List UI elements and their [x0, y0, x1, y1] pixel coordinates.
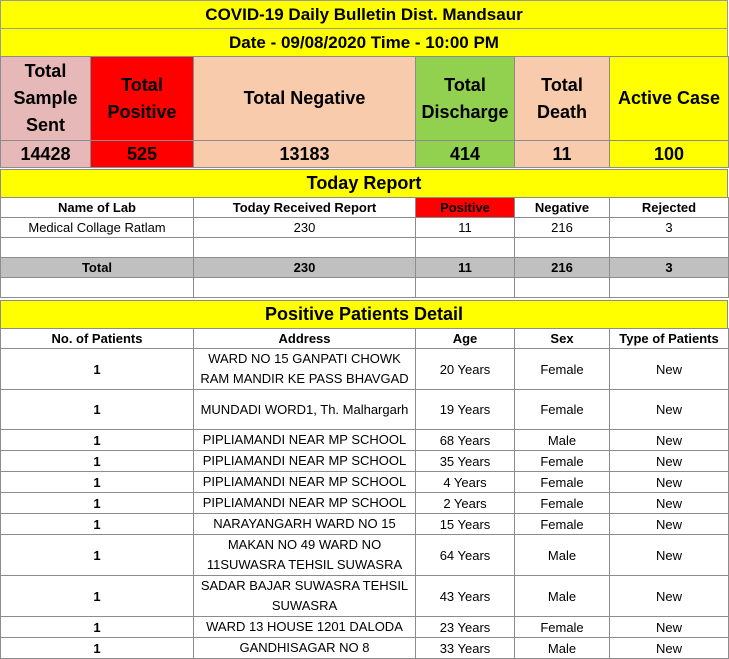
patients-header-no-of-patients: No. of Patients: [1, 329, 194, 349]
patient-count: 1: [1, 535, 194, 576]
empty-cell: [1, 278, 194, 298]
summary-table: [0, 56, 729, 168]
patient-address: WARD NO 15 GANPATI CHOWK RAM MANDIR KE PASS BHAVGAD: [194, 349, 416, 390]
empty-row: [1, 278, 729, 298]
patient-address: WARD 13 HOUSE 1201 DALODA: [194, 617, 416, 638]
patient-type: New: [610, 617, 729, 638]
positive-detail-title: Positive Patients Detail: [1, 301, 728, 329]
patient-count: 1: [1, 349, 194, 390]
patient-age: 43 Years: [416, 576, 515, 617]
summary-label-total-positive: Total Positive: [91, 57, 194, 141]
summary-value-total-sample-sent: 14428: [1, 141, 91, 168]
table-row: [1, 535, 729, 576]
summary-value-total-discharge: 414: [416, 141, 515, 168]
today-total-row: [1, 258, 729, 278]
today-header-today-received-report: Today Received Report: [194, 198, 416, 218]
patient-sex: Female: [515, 617, 610, 638]
table-row: [1, 390, 729, 430]
today-report-header-row: [1, 198, 729, 218]
patient-sex: Male: [515, 576, 610, 617]
positive-patients-table: [0, 328, 729, 659]
patient-age: 15 Years: [416, 514, 515, 535]
today-header-positive: Positive: [416, 198, 515, 218]
empty-cell: [416, 238, 515, 258]
patient-type: New: [610, 535, 729, 576]
patient-sex: Female: [515, 451, 610, 472]
patient-age: 23 Years: [416, 617, 515, 638]
bulletin-header: [0, 0, 728, 57]
empty-cell: [1, 238, 194, 258]
patient-count: 1: [1, 451, 194, 472]
patient-sex: Male: [515, 638, 610, 659]
patient-type: New: [610, 430, 729, 451]
positive-detail-title-bar: [0, 300, 728, 329]
patient-age: 33 Years: [416, 638, 515, 659]
patient-sex: Male: [515, 430, 610, 451]
patient-age: 35 Years: [416, 451, 515, 472]
summary-value-active-case: 100: [610, 141, 729, 168]
table-row: [1, 218, 729, 238]
patient-count: 1: [1, 576, 194, 617]
patient-address: MUNDADI WORD1, Th. Malhargarh: [194, 390, 416, 430]
patient-type: New: [610, 472, 729, 493]
today-cell-rejected: 3: [610, 218, 729, 238]
table-row: [1, 514, 729, 535]
patient-age: 4 Years: [416, 472, 515, 493]
patient-age: 19 Years: [416, 390, 515, 430]
empty-cell: [194, 238, 416, 258]
summary-label-active-case: Active Case: [610, 57, 729, 141]
today-header-name-of-lab: Name of Lab: [1, 198, 194, 218]
patient-type: New: [610, 451, 729, 472]
patient-address: MAKAN NO 49 WARD NO 11SUWASRA TEHSIL SUWASRA: [194, 535, 416, 576]
patient-count: 1: [1, 638, 194, 659]
patient-address: NARAYANGARH WARD NO 15: [194, 514, 416, 535]
total-cell-negative: 216: [515, 258, 610, 278]
patient-sex: Male: [515, 535, 610, 576]
patient-count: 1: [1, 430, 194, 451]
patient-sex: Female: [515, 493, 610, 514]
total-cell-positive: 11: [416, 258, 515, 278]
bulletin-date-line: Date - 09/08/2020 Time - 10:00 PM: [1, 29, 728, 57]
today-cell-positive: 11: [416, 218, 515, 238]
table-row: [1, 493, 729, 514]
patient-type: New: [610, 576, 729, 617]
today-report-table: [0, 197, 729, 298]
table-row: [1, 451, 729, 472]
empty-cell: [515, 238, 610, 258]
patient-age: 64 Years: [416, 535, 515, 576]
patient-sex: Female: [515, 472, 610, 493]
total-cell-today-received-report: 230: [194, 258, 416, 278]
today-cell-today-received-report: 230: [194, 218, 416, 238]
today-report-title: Today Report: [1, 170, 728, 198]
summary-label-total-discharge: Total Discharge: [416, 57, 515, 141]
today-header-negative: Negative: [515, 198, 610, 218]
patient-sex: Female: [515, 349, 610, 390]
summary-label-total-negative: Total Negative: [194, 57, 416, 141]
patient-type: New: [610, 638, 729, 659]
table-row: [1, 430, 729, 451]
patient-address: PIPLIAMANDI NEAR MP SCHOOL: [194, 493, 416, 514]
empty-cell: [194, 278, 416, 298]
total-cell-rejected: 3: [610, 258, 729, 278]
patient-count: 1: [1, 514, 194, 535]
patient-address: SADAR BAJAR SUWASRA TEHSIL SUWASRA: [194, 576, 416, 617]
today-header-rejected: Rejected: [610, 198, 729, 218]
total-cell-name-of-lab: Total: [1, 258, 194, 278]
patient-count: 1: [1, 493, 194, 514]
patient-age: 2 Years: [416, 493, 515, 514]
table-row: [1, 576, 729, 617]
patient-address: PIPLIAMANDI NEAR MP SCHOOL: [194, 472, 416, 493]
summary-label-total-death: Total Death: [515, 57, 610, 141]
patient-address: GANDHISAGAR NO 8: [194, 638, 416, 659]
patients-header-address: Address: [194, 329, 416, 349]
table-row: [1, 349, 729, 390]
patient-type: New: [610, 349, 729, 390]
patients-header-type-of-patients: Type of Patients: [610, 329, 729, 349]
empty-row: [1, 238, 729, 258]
patient-count: 1: [1, 472, 194, 493]
patient-address: PIPLIAMANDI NEAR MP SCHOOL: [194, 430, 416, 451]
patient-type: New: [610, 514, 729, 535]
patients-header-row: [1, 329, 729, 349]
summary-label-total-sample-sent: Total Sample Sent: [1, 57, 91, 141]
patient-age: 20 Years: [416, 349, 515, 390]
patient-count: 1: [1, 617, 194, 638]
today-cell-name-of-lab: Medical Collage Ratlam: [1, 218, 194, 238]
bulletin-title: COVID-19 Daily Bulletin Dist. Mandsaur: [1, 1, 728, 29]
table-row: [1, 472, 729, 493]
patient-age: 68 Years: [416, 430, 515, 451]
empty-cell: [610, 238, 729, 258]
patients-header-sex: Sex: [515, 329, 610, 349]
patient-address: PIPLIAMANDI NEAR MP SCHOOL: [194, 451, 416, 472]
patient-count: 1: [1, 390, 194, 430]
empty-cell: [515, 278, 610, 298]
patient-sex: Female: [515, 514, 610, 535]
empty-cell: [610, 278, 729, 298]
summary-value-total-death: 11: [515, 141, 610, 168]
summary-value-total-positive: 525: [91, 141, 194, 168]
today-report-title-bar: [0, 169, 728, 198]
summary-value-total-negative: 13183: [194, 141, 416, 168]
patient-type: New: [610, 493, 729, 514]
patient-type: New: [610, 390, 729, 430]
patients-header-age: Age: [416, 329, 515, 349]
patient-sex: Female: [515, 390, 610, 430]
empty-cell: [416, 278, 515, 298]
table-row: [1, 638, 729, 659]
table-row: [1, 617, 729, 638]
today-cell-negative: 216: [515, 218, 610, 238]
